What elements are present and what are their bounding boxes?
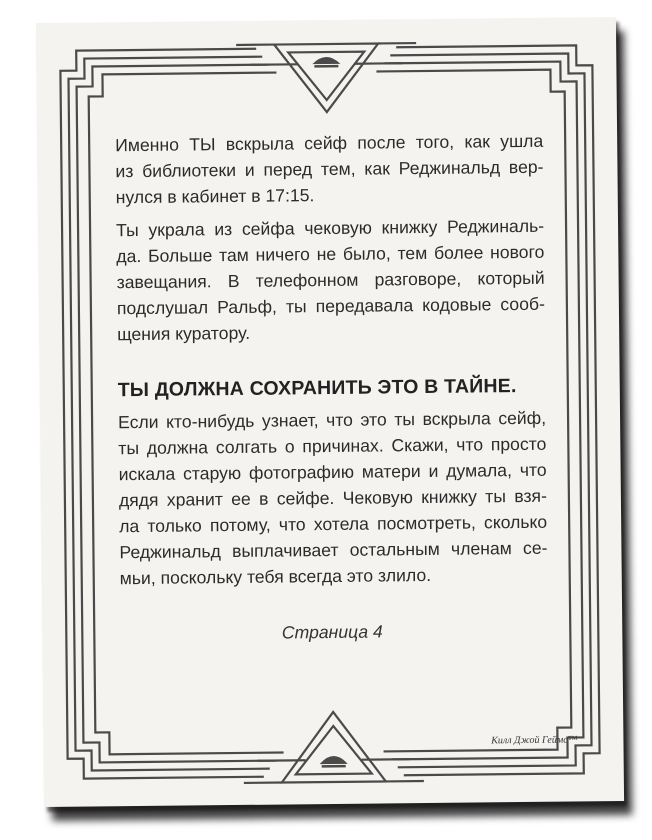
card bbox=[36, 17, 624, 807]
text-line: щения куратору. bbox=[117, 322, 251, 345]
fan-ornament-icon bbox=[320, 756, 348, 768]
paragraph-1 bbox=[115, 128, 544, 210]
text-line: Реджинальд выплачивает остальным членам се- bbox=[119, 537, 548, 563]
text-line: из библиотеки и перед тем, как Реджинальд вер- bbox=[115, 156, 544, 182]
text-line: Ты украла из сейфа чековую книжку Реджиналь- bbox=[115, 215, 545, 241]
section-heading: ТЫ ДОЛЖНА СОХРАНИТЬ ЭТО В ТАЙНЕ. bbox=[117, 375, 517, 402]
paragraph-2 bbox=[116, 213, 545, 347]
brand-mark: Килл Джой Геймс™ bbox=[491, 734, 578, 747]
text-line: подслушал Ральф, ты передавала кодовые сооб- bbox=[116, 293, 545, 319]
text-block bbox=[115, 128, 548, 598]
paragraph-3 bbox=[118, 405, 548, 591]
text-line: искала старую фотографию матери и думала, что bbox=[118, 459, 547, 485]
text-line: Если кто-нибудь узнает, что это ты вскрыла сейф, bbox=[117, 407, 547, 433]
text-line: да. Больше там ничего не было, тем более нового bbox=[116, 241, 545, 267]
text-line: завещания. В телефонном разговоре, который bbox=[116, 267, 545, 293]
text-line: ла только потому, что хотела посмотреть, сколько bbox=[119, 511, 548, 537]
text-line: нулся в кабинет в 17:15. bbox=[115, 185, 315, 208]
text-line: ты должна солгать о причинах. Скажи, что просто bbox=[118, 433, 547, 459]
text-line: мьи, поскольку тебя всегда это злило. bbox=[119, 564, 432, 589]
text-line: Именно ТЫ вскрыла сейф после того, как ушла bbox=[115, 130, 544, 156]
page-number: Страница 4 bbox=[281, 621, 383, 643]
fan-ornament-icon bbox=[312, 57, 340, 68]
text-line: дядя хранит ее в сейфе. Чековую книжку ты взя- bbox=[118, 485, 547, 511]
